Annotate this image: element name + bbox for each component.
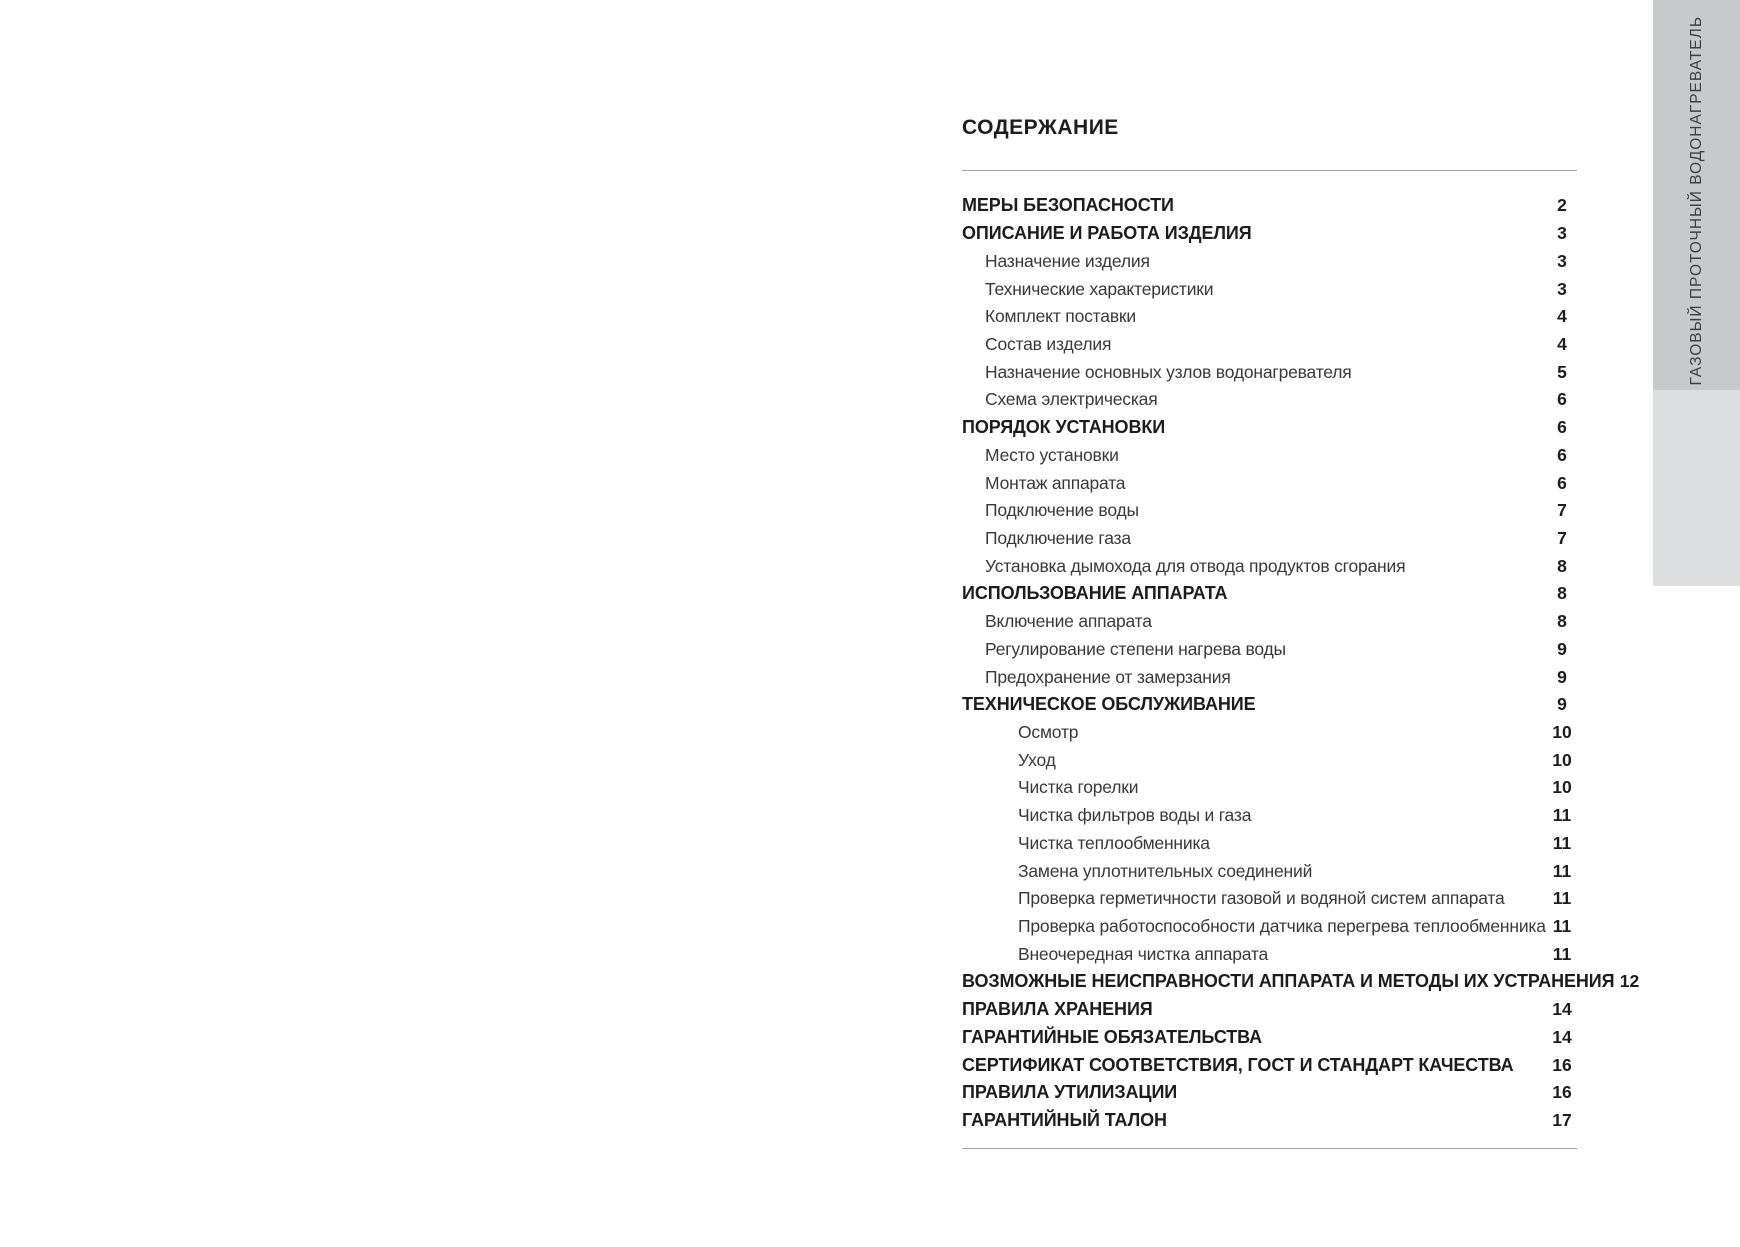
toc-row (962, 275, 1577, 303)
toc-entry-label: Внеочередная чистка аппарата (1018, 943, 1269, 964)
toc-entry-page: 17 (1552, 1110, 1572, 1131)
toc-entry-label: ГАРАНТИЙНЫЕ ОБЯЗАТЕЛЬСТВА (962, 1026, 1263, 1047)
toc-entry-page: 16 (1552, 1054, 1572, 1075)
toc-entry-page: 7 (1557, 500, 1567, 521)
toc-row (962, 580, 1577, 608)
toc-entry-page: 6 (1557, 472, 1567, 493)
toc-row (962, 192, 1577, 220)
toc-row (962, 414, 1577, 442)
toc-row (962, 663, 1577, 691)
toc-entry-label: Проверка работоспособности датчика перегрева теплообменника (1018, 916, 1546, 937)
toc-entry-label: Чистка теплообменника (1018, 832, 1210, 853)
toc-row (962, 719, 1577, 747)
toc-row (962, 1024, 1577, 1052)
toc-row (962, 552, 1577, 580)
toc-row (962, 1107, 1577, 1135)
toc-row (962, 830, 1577, 858)
toc-row (962, 358, 1577, 386)
toc-entry-page: 9 (1557, 694, 1567, 715)
toc-entry-label: ПОРЯДОК УСТАНОВКИ (962, 417, 1166, 438)
toc-row (962, 608, 1577, 636)
toc-entry-label: Предохранение от замерзания (985, 666, 1231, 687)
toc-entry-page: 6 (1557, 444, 1567, 465)
toc-entry-page: 6 (1557, 417, 1567, 438)
toc-row (962, 220, 1577, 248)
toc-row (962, 386, 1577, 414)
toc-entry-page: 9 (1557, 666, 1567, 687)
toc-row (962, 525, 1577, 553)
toc-entry-page: 2 (1557, 195, 1567, 216)
toc-entry-page: 10 (1552, 749, 1572, 770)
toc-entry-label: Состав изделия (985, 333, 1112, 354)
toc-entry-label: Чистка горелки (1018, 777, 1139, 798)
toc-row (962, 636, 1577, 664)
toc-entry-label: Место установки (985, 444, 1119, 465)
toc-entry-page: 3 (1557, 278, 1567, 299)
toc-entry-page: 4 (1557, 333, 1567, 354)
toc-entry-label: ПРАВИЛА ХРАНЕНИЯ (962, 999, 1153, 1020)
toc-entry-label: Проверка герметичности газовой и водяной систем аппарата (1018, 888, 1505, 909)
sidebar-section-tab (1653, 0, 1740, 390)
toc-entry-page: 11 (1552, 805, 1572, 826)
toc-entry-page: 8 (1557, 555, 1567, 576)
toc-row (962, 774, 1577, 802)
toc-entry-label: Монтаж аппарата (985, 472, 1126, 493)
page-title: СОДЕРЖАНИЕ (962, 116, 1119, 139)
toc-row (962, 247, 1577, 275)
toc-entry-page: 14 (1552, 999, 1572, 1020)
toc-entry-label: Схема электрическая (985, 389, 1158, 410)
toc-row (962, 885, 1577, 913)
toc-row (962, 331, 1577, 359)
toc-entry-label: ГАРАНТИЙНЫЙ ТАЛОН (962, 1110, 1167, 1131)
toc-entry-page: 10 (1552, 722, 1572, 743)
toc-row (962, 1079, 1577, 1107)
toc-entry-label: ВОЗМОЖНЫЕ НЕИСПРАВНОСТИ АППАРАТА И МЕТОДЫ ИХ УСТРАНЕНИЯ (962, 971, 1615, 992)
toc-entry-page: 9 (1557, 638, 1567, 659)
toc-row (962, 691, 1577, 719)
toc-entry-label: Технические характеристики (985, 278, 1214, 299)
toc-entry-label: Уход (1018, 749, 1056, 770)
sidebar-spine-label: ГАЗОВЫЙ ПРОТОЧНЫЙ ВОДОНАГРЕВАТЕЛЬ (1687, 15, 1705, 385)
toc-entry-page: 10 (1552, 777, 1572, 798)
toc-entry-label: МЕРЫ БЕЗОПАСНОСТИ (962, 195, 1174, 216)
toc-entry-page: 12 (1619, 971, 1640, 992)
toc-entry-label: ПРАВИЛА УТИЛИЗАЦИИ (962, 1082, 1178, 1103)
toc-entry-label: Включение аппарата (985, 611, 1152, 632)
toc-row (962, 746, 1577, 774)
toc-entry-page: 6 (1557, 389, 1567, 410)
toc-row (962, 968, 1640, 996)
toc-row (962, 497, 1577, 525)
toc-row (962, 441, 1577, 469)
toc-entry-label: Назначение изделия (985, 250, 1150, 271)
toc-entry-label: ОПИСАНИЕ И РАБОТА ИЗДЕЛИЯ (962, 223, 1252, 244)
toc-entry-label: Регулирование степени нагрева воды (985, 638, 1286, 659)
toc-row (962, 303, 1577, 331)
toc-entry-page: 8 (1557, 583, 1567, 604)
toc-entry-page: 3 (1557, 250, 1567, 271)
toc-row (962, 996, 1577, 1024)
toc-entry-page: 8 (1557, 611, 1567, 632)
toc-entry-page: 4 (1557, 306, 1567, 327)
toc-entry-label: Осмотр (1018, 722, 1079, 743)
toc-entry-page: 3 (1557, 223, 1567, 244)
toc-list (962, 192, 1640, 1134)
divider-top (962, 170, 1577, 171)
toc-entry-page: 11 (1552, 943, 1572, 964)
toc-entry-page: 11 (1552, 860, 1572, 881)
toc-entry-label: Чистка фильтров воды и газа (1018, 805, 1252, 826)
toc-entry-page: 14 (1552, 1026, 1572, 1047)
toc-entry-label: Комплект поставки (985, 306, 1136, 327)
toc-entry-label: Установка дымохода для отвода продуктов сгорания (985, 555, 1406, 576)
sidebar-section-tab-inactive (1653, 390, 1740, 586)
toc-entry-label: СЕРТИФИКАТ СООТВЕТСТВИЯ, ГОСТ И СТАНДАРТ КАЧЕСТВА (962, 1054, 1514, 1075)
toc-entry-page: 7 (1557, 527, 1567, 548)
toc-row (962, 469, 1577, 497)
toc-entry-page: 11 (1552, 832, 1572, 853)
toc-entry-page: 5 (1557, 361, 1567, 382)
divider-bottom (962, 1148, 1577, 1149)
toc-entry-label: ИСПОЛЬЗОВАНИЕ АППАРАТА (962, 583, 1228, 604)
toc-entry-page: 11 (1552, 916, 1572, 937)
toc-entry-page: 11 (1552, 888, 1572, 909)
toc-entry-label: Замена уплотнительных соединений (1018, 860, 1313, 881)
toc-entry-label: ТЕХНИЧЕСКОЕ ОБСЛУЖИВАНИЕ (962, 694, 1256, 715)
toc-row (962, 940, 1577, 968)
toc-entry-page: 16 (1552, 1082, 1572, 1103)
toc-entry-label: Подключение газа (985, 527, 1131, 548)
toc-row (962, 1051, 1577, 1079)
toc-row (962, 802, 1577, 830)
toc-entry-label: Подключение воды (985, 500, 1139, 521)
toc-row (962, 857, 1577, 885)
toc-entry-label: Назначение основных узлов водонагревателя (985, 361, 1352, 382)
toc-row (962, 913, 1577, 941)
